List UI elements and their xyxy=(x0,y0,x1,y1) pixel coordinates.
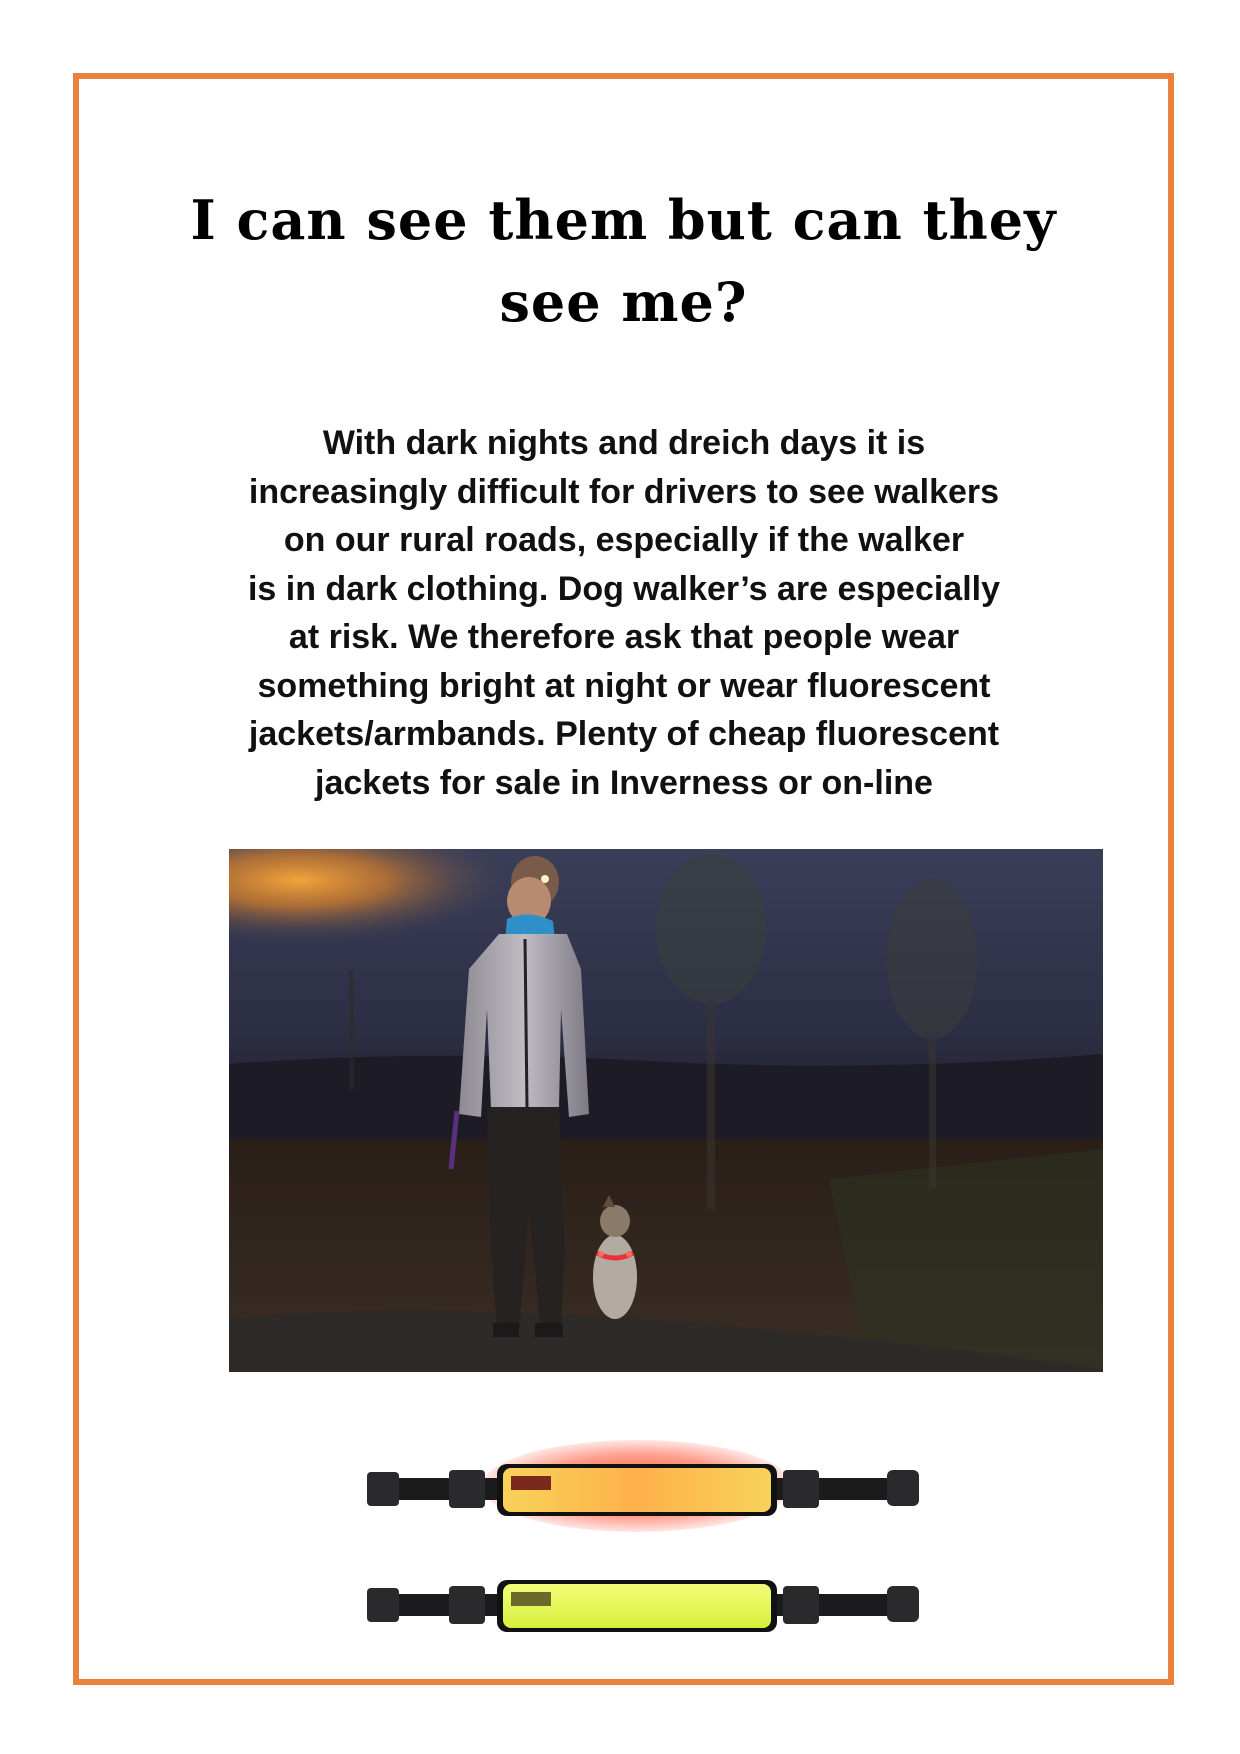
armband-lit xyxy=(367,1440,919,1532)
body-line-5: at risk. We therefore ask that people wear xyxy=(288,618,960,656)
body-line-4: is in dark clothing. Dog walker’s are especially xyxy=(247,569,1001,608)
body-line-8: jackets for sale in Inverness or on-line xyxy=(315,763,933,802)
body-line-1: With dark nights and dreich days it is xyxy=(322,424,926,462)
body-line-7: jackets/armbands. Plenty of cheap fluorescent xyxy=(248,715,1000,753)
walker-with-dog-photo xyxy=(229,849,1103,1372)
body-line-2: increasingly difficult for drivers to see walkers xyxy=(248,472,1000,511)
led-armbands-image xyxy=(367,1434,922,1664)
armband-unlit xyxy=(367,1580,919,1632)
poster-title xyxy=(79,179,1168,343)
poster-border xyxy=(73,73,1174,1685)
title-line-1: I can see them but can they xyxy=(190,188,1057,252)
body-line-3: on our rural roads, especially if the walker xyxy=(283,521,965,559)
body-line-6: something bright at night or wear fluorescent xyxy=(257,666,991,705)
title-line-2: see me? xyxy=(499,270,748,334)
body-paragraph xyxy=(219,419,1029,807)
